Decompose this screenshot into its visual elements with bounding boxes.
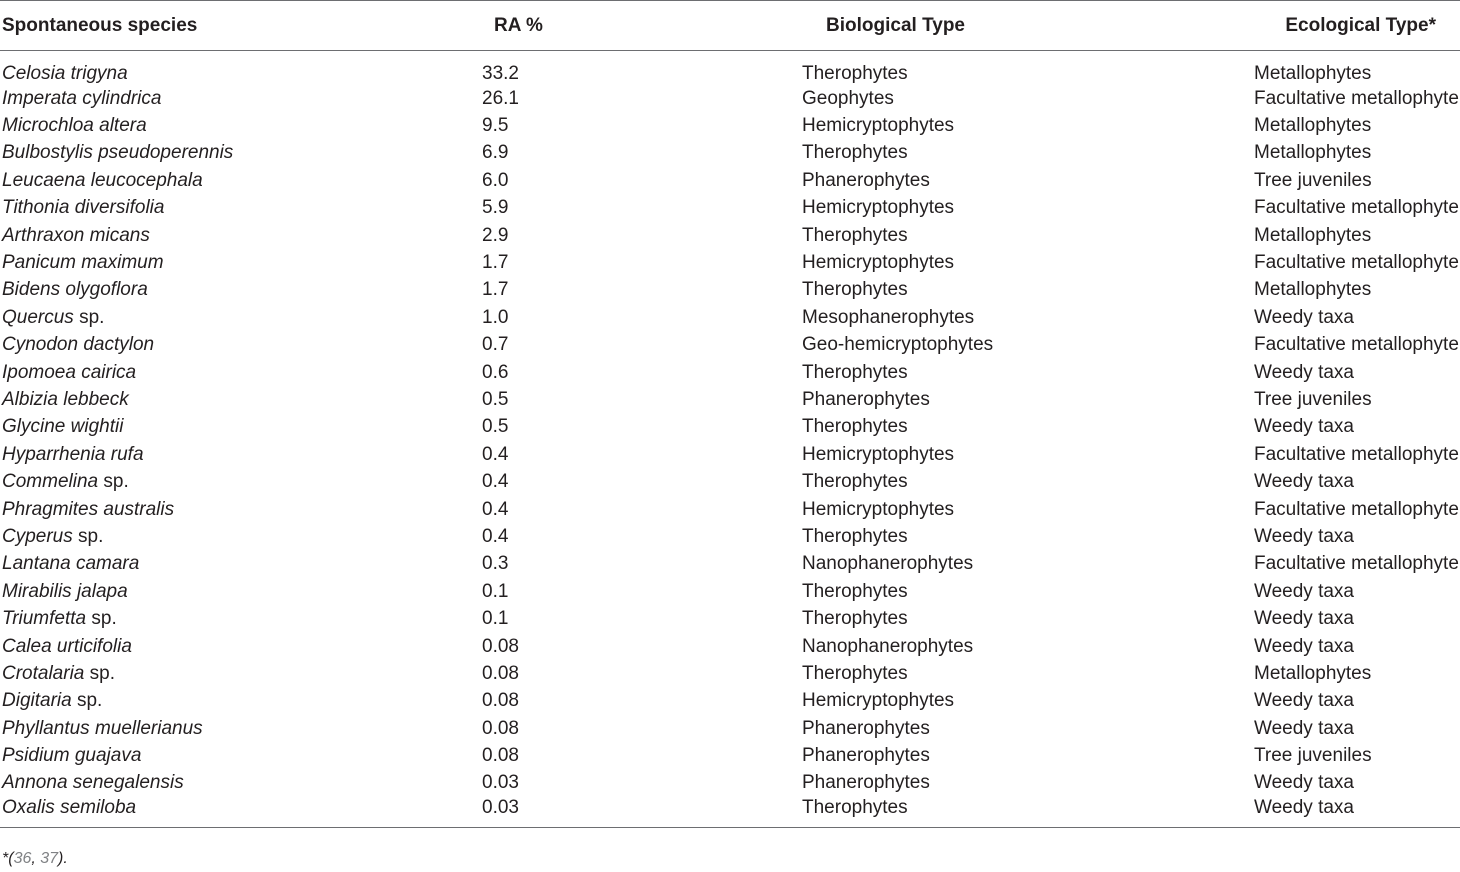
- species-name: Celosia trigyna: [2, 63, 128, 84]
- biological-type-cell: Therophytes: [802, 142, 908, 164]
- ra-cell: 6.0: [482, 169, 509, 191]
- species-name: Glycine wightii: [2, 416, 124, 438]
- table-row: [0, 523, 1460, 550]
- ecological-type-cell: Weedy taxa: [1254, 797, 1354, 819]
- species-cell: [0, 688, 480, 715]
- biological-type-cell: Therophytes: [802, 361, 908, 383]
- biological-type-cell: Geo-hemicryptophytes: [802, 334, 994, 356]
- table-row: [0, 304, 1460, 331]
- species-cell: [0, 715, 480, 742]
- biological-type-cell: Geophytes: [802, 87, 894, 109]
- species-cell: [0, 140, 480, 167]
- ra-cell: 0.1: [482, 580, 509, 602]
- species-name: Lantana camara: [2, 553, 140, 575]
- ecological-type-cell: Facultative metallophyte: [1254, 252, 1459, 274]
- species-cell: [0, 167, 480, 194]
- ra-cell: 5.9: [482, 197, 509, 219]
- footnote-ref-link[interactable]: 36: [13, 850, 32, 867]
- table-row: [0, 688, 1460, 715]
- table-row: [0, 332, 1460, 359]
- footnote: [2, 850, 68, 868]
- ecological-type-cell: Metallophytes: [1254, 224, 1372, 246]
- species-name: Quercus: [2, 306, 74, 328]
- species-name: Bidens olygoflora: [2, 279, 148, 301]
- ra-cell: 0.1: [482, 608, 509, 630]
- species-cell: [0, 742, 480, 769]
- ra-cell: 1.0: [482, 306, 509, 328]
- ecological-type-cell: Metallophytes: [1254, 115, 1372, 137]
- species-cell: [0, 51, 480, 86]
- biological-type-cell: Therophytes: [802, 416, 908, 438]
- ra-cell: 33.2: [482, 63, 519, 84]
- species-name: Oxalis semiloba: [2, 797, 137, 819]
- ecological-type-cell: Weedy taxa: [1254, 361, 1354, 383]
- species-suffix: sp.: [84, 662, 115, 684]
- species-cell: [0, 523, 480, 550]
- species-cell: [0, 85, 480, 112]
- ecological-type-cell: Metallophytes: [1254, 63, 1372, 84]
- header-ecological-type: Ecological Type*: [1285, 14, 1436, 36]
- ecological-type-cell: Tree juveniles: [1254, 169, 1372, 191]
- ra-cell: 0.4: [482, 525, 509, 547]
- ecological-type-cell: Weedy taxa: [1254, 416, 1354, 438]
- biological-type-cell: Nanophanerophytes: [802, 553, 974, 575]
- species-suffix: sp.: [86, 608, 117, 630]
- ra-cell: 0.4: [482, 443, 509, 465]
- ra-cell: 0.5: [482, 416, 509, 438]
- biological-type-cell: Mesophanerophytes: [802, 306, 975, 328]
- biological-type-cell: Hemicryptophytes: [802, 252, 955, 274]
- table-row: [0, 715, 1460, 742]
- table-row: [0, 112, 1460, 139]
- biological-type-cell: Therophytes: [802, 797, 908, 819]
- species-cell: [0, 496, 480, 523]
- species-name: Tithonia diversifolia: [2, 197, 165, 219]
- species-name: Microchloa altera: [2, 115, 147, 137]
- ecological-type-cell: Weedy taxa: [1254, 717, 1354, 739]
- header-row: [0, 1, 1460, 51]
- ecological-type-cell: Weedy taxa: [1254, 525, 1354, 547]
- ra-cell: 0.08: [482, 635, 519, 657]
- table-row: [0, 386, 1460, 413]
- table-row: [0, 359, 1460, 386]
- biological-type-cell: Therophytes: [802, 580, 908, 602]
- table-header: [0, 1, 1460, 51]
- species-cell: [0, 468, 480, 495]
- species-name: Commelina: [2, 471, 99, 493]
- ecological-type-cell: Metallophytes: [1254, 662, 1372, 684]
- species-name: Cyperus: [2, 525, 73, 547]
- ecological-type-cell: Weedy taxa: [1254, 471, 1354, 493]
- table-row: [0, 140, 1460, 167]
- ra-cell: 0.3: [482, 553, 509, 575]
- ecological-type-cell: Metallophytes: [1254, 142, 1372, 164]
- ecological-type-cell: Facultative metallophyte: [1254, 87, 1459, 109]
- ecological-type-cell: Weedy taxa: [1254, 580, 1354, 602]
- footnote-separator: ,: [31, 850, 41, 867]
- species-suffix: sp.: [73, 306, 105, 328]
- header-biological-type: Biological Type: [826, 14, 966, 36]
- species-cell: [0, 195, 480, 222]
- biological-type-cell: Hemicryptophytes: [802, 498, 955, 520]
- ecological-type-cell: Weedy taxa: [1254, 635, 1354, 657]
- species-cell: [0, 386, 480, 413]
- ra-cell: 0.03: [482, 772, 519, 794]
- species-name: Annona senegalensis: [2, 772, 184, 794]
- species-cell: [0, 660, 480, 687]
- species-suffix: sp.: [72, 525, 104, 547]
- biological-type-cell: Therophytes: [802, 63, 908, 84]
- species-cell: [0, 304, 480, 331]
- table-row: [0, 249, 1460, 276]
- biological-type-cell: Phanerophytes: [802, 169, 930, 191]
- species-name: Digitaria: [2, 690, 72, 712]
- biological-type-cell: Phanerophytes: [802, 388, 930, 410]
- footnote-prefix: *(: [2, 850, 14, 867]
- biological-type-cell: Phanerophytes: [802, 717, 930, 739]
- ecological-type-cell: Facultative metallophyte: [1254, 553, 1459, 575]
- species-name: Mirabilis jalapa: [2, 580, 128, 602]
- ecological-type-cell: Metallophytes: [1254, 279, 1372, 301]
- ra-cell: 0.08: [482, 662, 519, 684]
- ra-cell: 1.7: [482, 279, 509, 301]
- species-name: Bulbostylis pseudoperennis: [2, 142, 234, 164]
- species-cell: [0, 112, 480, 139]
- table-row: [0, 51, 1460, 86]
- species-cell: [0, 249, 480, 276]
- species-cell: [0, 633, 480, 660]
- table-row: [0, 605, 1460, 632]
- species-name: Calea urticifolia: [2, 635, 132, 657]
- table-row: [0, 660, 1460, 687]
- table-row: [0, 496, 1460, 523]
- ecological-type-cell: Facultative metallophyte: [1254, 498, 1459, 520]
- species-name: Psidium guajava: [2, 745, 142, 767]
- species-name: Albizia lebbeck: [2, 388, 129, 410]
- table-row: [0, 414, 1460, 441]
- table-row: [0, 578, 1460, 605]
- ra-cell: 0.4: [482, 471, 509, 493]
- table-row: [0, 770, 1460, 797]
- biological-type-cell: Nanophanerophytes: [802, 635, 974, 657]
- species-cell: [0, 414, 480, 441]
- ra-cell: 6.9: [482, 142, 509, 164]
- ra-cell: 0.7: [482, 334, 509, 356]
- ra-cell: 0.4: [482, 498, 509, 520]
- species-name: Triumfetta: [2, 608, 87, 630]
- species-cell: [0, 551, 480, 578]
- ecological-type-cell: Tree juveniles: [1254, 388, 1372, 410]
- ra-cell: 0.5: [482, 388, 509, 410]
- table-row: [0, 85, 1460, 112]
- ra-cell: 0.03: [482, 797, 519, 819]
- species-cell: [0, 578, 480, 605]
- species-cell: [0, 277, 480, 304]
- ecological-type-cell: Weedy taxa: [1254, 772, 1354, 794]
- biological-type-cell: Therophytes: [802, 279, 908, 301]
- biological-type-cell: Therophytes: [802, 525, 908, 547]
- header-ra: RA %: [494, 14, 543, 36]
- species-name: Phyllantus muellerianus: [2, 717, 203, 739]
- ra-cell: 26.1: [482, 87, 519, 109]
- species-suffix: sp.: [71, 690, 103, 712]
- biological-type-cell: Hemicryptophytes: [802, 115, 955, 137]
- ecological-type-cell: Weedy taxa: [1254, 690, 1354, 712]
- table-row: [0, 277, 1460, 304]
- species-name: Imperata cylindrica: [2, 87, 162, 109]
- species-name: Hyparrhenia rufa: [2, 443, 144, 465]
- table-row: [0, 441, 1460, 468]
- species-suffix: sp.: [98, 471, 129, 493]
- species-name: Arthraxon micans: [2, 224, 150, 246]
- biological-type-cell: Hemicryptophytes: [802, 690, 955, 712]
- biological-type-cell: Therophytes: [802, 608, 908, 630]
- ra-cell: 9.5: [482, 115, 509, 137]
- table-row: [0, 167, 1460, 194]
- table-row: [0, 222, 1460, 249]
- species-name: Cynodon dactylon: [2, 334, 155, 356]
- ra-cell: 0.08: [482, 690, 519, 712]
- species-cell: [0, 441, 480, 468]
- species-cell: [0, 359, 480, 386]
- biological-type-cell: Therophytes: [802, 662, 908, 684]
- table-row: [0, 797, 1460, 828]
- table-row: [0, 551, 1460, 578]
- species-name: Crotalaria: [2, 662, 85, 684]
- species-name: Leucaena leucocephala: [2, 169, 203, 191]
- species-name: Phragmites australis: [2, 498, 175, 520]
- biological-type-cell: Therophytes: [802, 471, 908, 493]
- biological-type-cell: Hemicryptophytes: [802, 197, 955, 219]
- species-cell: [0, 770, 480, 797]
- table-row: [0, 742, 1460, 769]
- table-body: [0, 51, 1460, 828]
- species-cell: [0, 605, 480, 632]
- ecological-type-cell: Facultative metallophyte: [1254, 334, 1459, 356]
- species-name: Ipomoea cairica: [2, 361, 137, 383]
- ra-cell: 2.9: [482, 224, 509, 246]
- biological-type-cell: Therophytes: [802, 224, 908, 246]
- ra-cell: 0.08: [482, 717, 519, 739]
- ecological-type-cell: Weedy taxa: [1254, 306, 1354, 328]
- biological-type-cell: Phanerophytes: [802, 745, 930, 767]
- ra-cell: 1.7: [482, 252, 509, 274]
- species-cell: [0, 332, 480, 359]
- ecological-type-cell: Weedy taxa: [1254, 608, 1354, 630]
- ecological-type-cell: Facultative metallophyte: [1254, 197, 1459, 219]
- table-row: [0, 633, 1460, 660]
- footnote-suffix: ).: [58, 850, 68, 867]
- biological-type-cell: Hemicryptophytes: [802, 443, 955, 465]
- footnote-ref-link[interactable]: 37: [40, 850, 59, 867]
- species-cell: [0, 222, 480, 249]
- species-cell: [0, 797, 480, 828]
- species-name: Panicum maximum: [2, 252, 164, 274]
- table-row: [0, 468, 1460, 495]
- table-row: [0, 195, 1460, 222]
- ecological-type-cell: Facultative metallophyte: [1254, 443, 1459, 465]
- header-species: Spontaneous species: [2, 14, 198, 36]
- ra-cell: 0.6: [482, 361, 509, 383]
- ra-cell: 0.08: [482, 745, 519, 767]
- ecological-type-cell: Tree juveniles: [1254, 745, 1372, 767]
- biological-type-cell: Phanerophytes: [802, 772, 930, 794]
